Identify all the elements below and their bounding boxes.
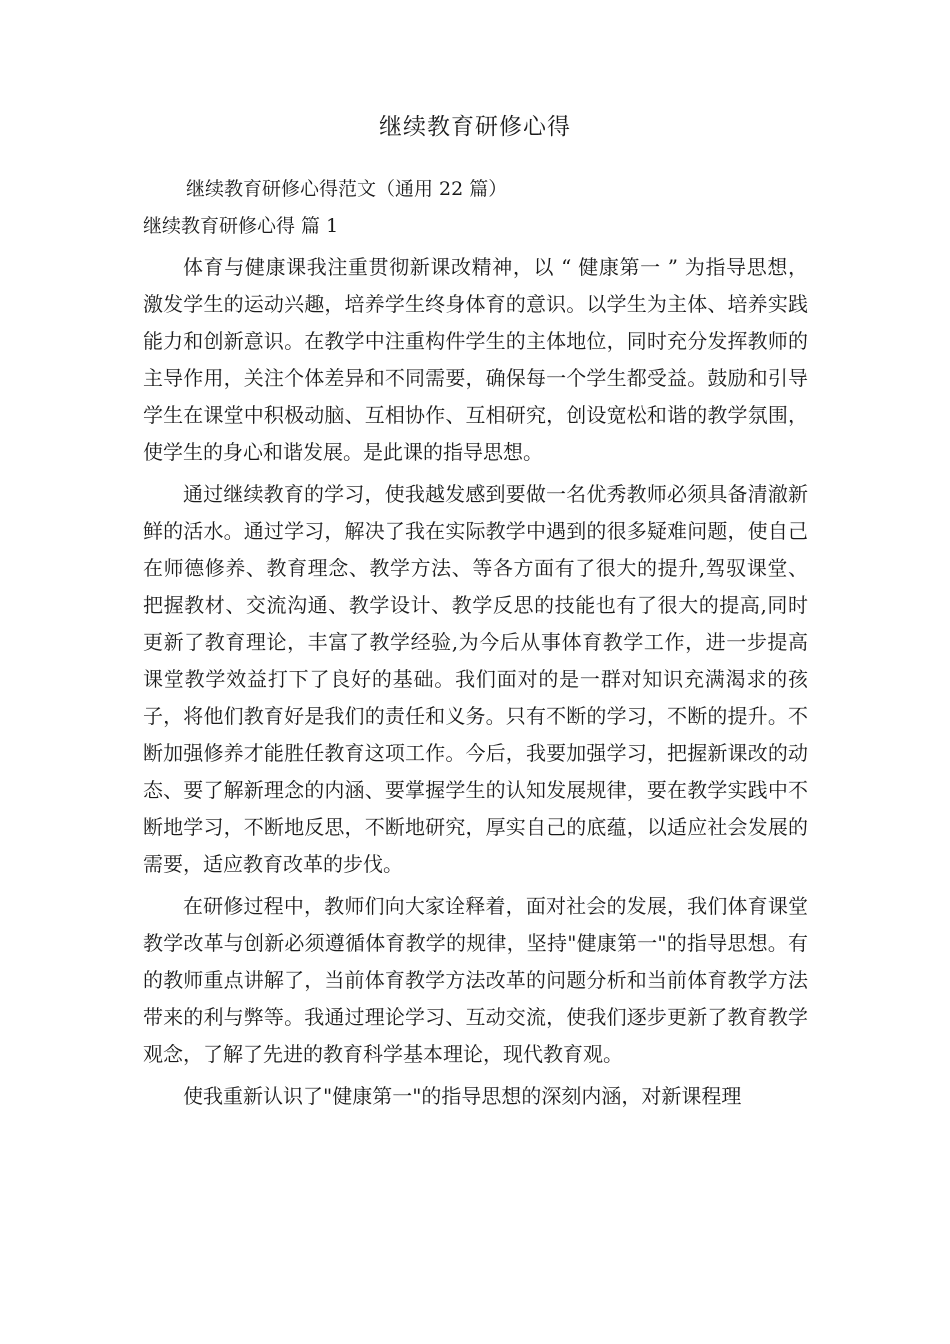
document-subtitle: 继续教育研修心得范文（通用 22 篇） <box>186 178 508 200</box>
document-title: 继续教育研修心得 <box>379 114 571 140</box>
body-text <box>143 249 808 1120</box>
paragraph-1: 体育与健康课我注重贯彻新课改精神，以 “ 健康第一 ” 为指导思想，激发学生的运动兴趣，培养学生终身体育的意识。以学生为主体、培养实践能力和创新意识。在教学中注重构件学生的主体地位，同时充分发挥教师的主导作用，关注个体差异和不同需要，确保每一个学生都受益。鼓励和引导学生在课堂中积极动脑、互相协作、互相研究，创设宽松和谐的教学氛围，使学生的身心和谐发展。是此课的指导思想。 <box>143 255 808 464</box>
paragraph-3: 在研修过程中，教师们向大家诠释着，面对社会的发展，我们体育课堂教学改革与创新必须遵循体育教学的规律，坚持"健康第一"的指导思想。有的教师重点讲解了，当前体育教学方法改革的问题分析和当前体育教学方法带来的利与弊等。我通过理论学习、互动交流，使我们逐步更新了教育教学观念，了解了先进的教育科学基本理论，现代教育观。 <box>143 894 808 1066</box>
paragraph-2: 通过继续教育的学习，使我越发感到要做一名优秀教师必须具备清澈新鲜的活水。通过学习，解决了我在实际教学中遇到的很多疑难问题，使自己在师德修养、教育理念、教学方法、等各方面有了很大的提升,驾驭课堂、把握教材、交流沟通、教学设计、教学反思的技能也有了很大的提高,同时更新了教育理论，丰富了教学经验,为今后从事体育教学工作，进一步提高课堂教学效益打下了良好的基础。我们面对的是一群对知识充满渴求的孩子，将他们教育好是我们的责任和义务。只有不断的学习，不断的提升。不断加强修养才能胜任教育这项工作。今后，我要加强学习，把握新课改的动态、要了解新理念的内涵、要掌握学生的认知发展规律，要在教学实践中不断地学习，不断地反思，不断地研究，厚实自己的底蕴，以适应社会发展的需要，适应教育改革的步伐。 <box>143 482 808 876</box>
section-heading: 继续教育研修心得 篇 1 <box>143 215 339 237</box>
paragraph-4: 使我重新认识了"健康第一"的指导思想的深刻内涵，对新课程理 <box>183 1084 742 1108</box>
